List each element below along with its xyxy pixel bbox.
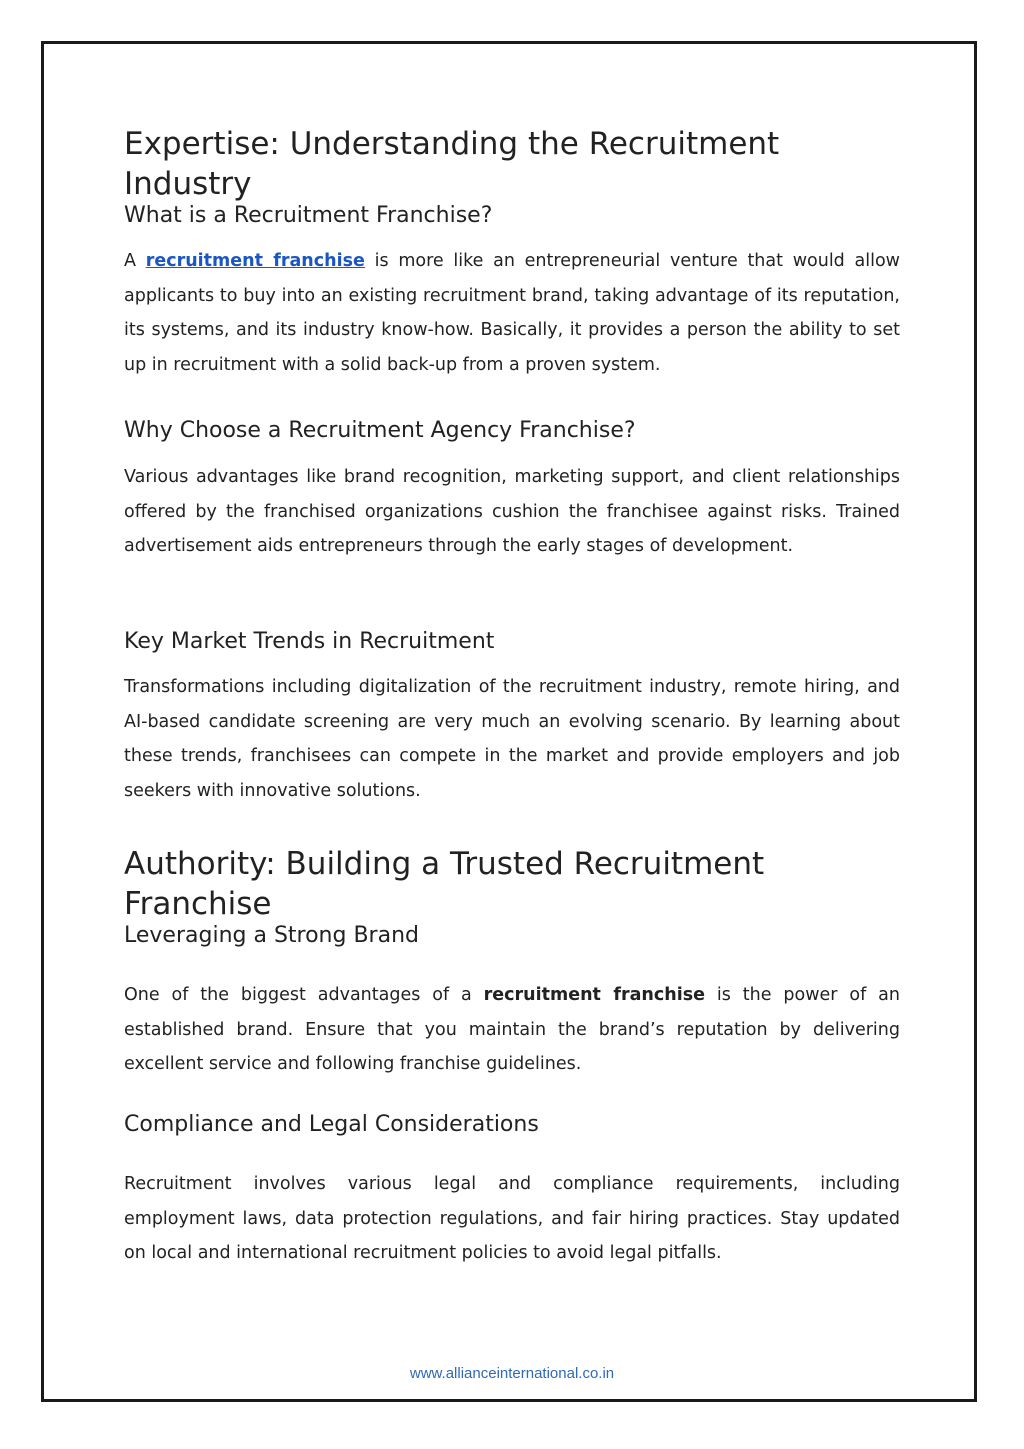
heading-strong-brand: Leveraging a Strong Brand: [124, 923, 419, 948]
heading-why-choose: Why Choose a Recruitment Agency Franchise?: [124, 418, 636, 443]
paragraph-market-trends: Transformations including digitalization of the recruitment industry, remote hiring, and AI-based candidate screening are very much an evolving scenario. By learning about these trends, franchisees can compete in the market and provide employers and job seekers with innovative solutions.: [124, 677, 900, 801]
bold-recruitment-franchise: recruitment franchise: [483, 985, 705, 1005]
paragraph-rest: is more like an entrepreneurial venture that would allow applicants to buy into an existing recruitment brand, taking advantage of its reputation, its systems, and its industry know-how. Basically, it provides a person the ability to set up in recruitment with a solid back-up from a proven system.: [124, 251, 900, 375]
footer-url: www.allianceinternational.co.in: [409, 1365, 615, 1382]
recruitment-franchise-link[interactable]: recruitment franchise: [145, 251, 365, 271]
paragraph-prefix: One of the biggest advantages of a: [124, 985, 484, 1005]
paragraph-compliance: Recruitment involves various legal and compliance requirements, including employment laws, data protection regulations, and fair hiring practices. Stay updated on local and international recruitment policies to avoid legal pitfalls.: [124, 1174, 900, 1263]
paragraph-prefix: A: [124, 251, 146, 271]
section-title-authority: Authority: Building a Trusted Recruitment Franchise: [124, 846, 765, 922]
heading-what-is-franchise: What is a Recruitment Franchise?: [124, 203, 493, 228]
heading-compliance: Compliance and Legal Considerations: [124, 1112, 539, 1137]
paragraph-strong-brand: [124, 978, 900, 1082]
paragraph-rest: is the power of an established brand. Ensure that you maintain the brand’s reputation by delivering excellent service and following franchise guidelines.: [124, 985, 900, 1074]
section-title-expertise: Expertise: Understanding the Recruitment Industry: [124, 126, 780, 202]
paragraph-why-choose: Various advantages like brand recognition, marketing support, and client relationships offered by the franchised organizations cushion the franchisee against risks. Trained advertisement aids entrepreneurs through the early stages of development.: [124, 467, 900, 556]
heading-market-trends: Key Market Trends in Recruitment: [124, 629, 495, 654]
paragraph-what-is-franchise: [124, 244, 900, 382]
